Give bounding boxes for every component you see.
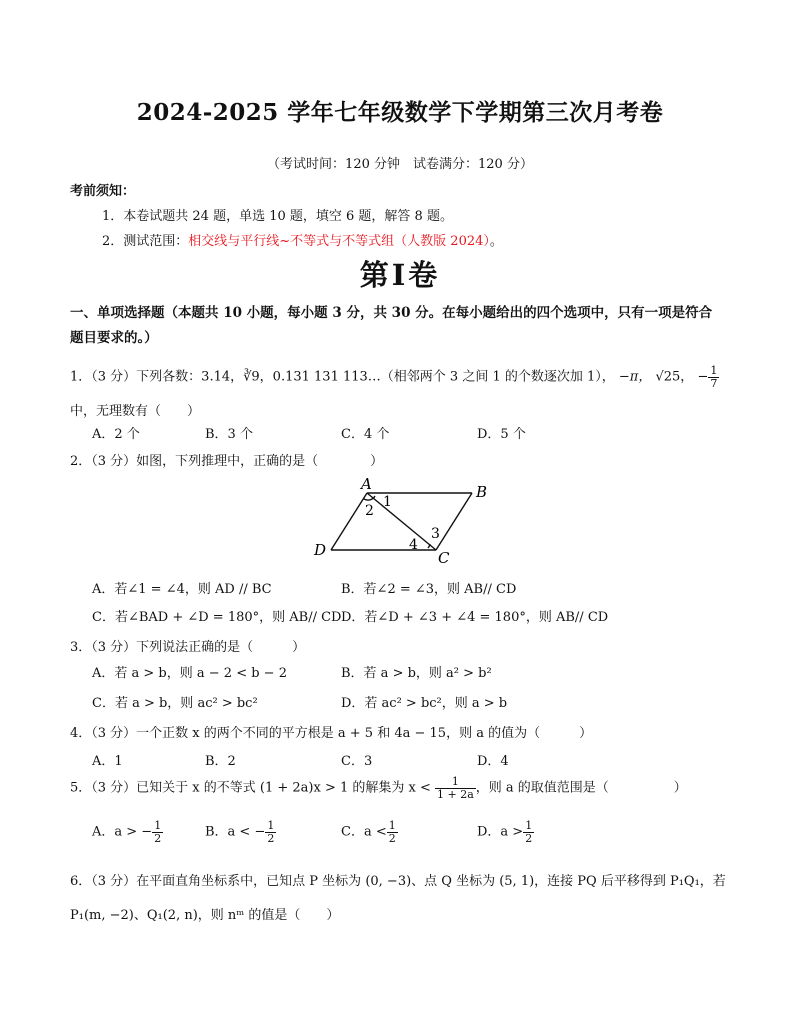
q1-line1 [70, 365, 719, 389]
q2-option-c[interactable]: C．若∠BAD + ∠D = 180°，则 AB// CD [92, 610, 342, 625]
q1-text: 1．（3 分）下列各数：3.14，∛9，0.131 131 113…（相邻两个 3 之间 1 的个数逐次加 1）， [70, 369, 615, 385]
q1-fraction: $\frac{1}{7}$ [710, 364, 718, 390]
q1-option-b[interactable]: B．3 个 [205, 427, 253, 442]
q5-stem [70, 776, 687, 800]
exam-title: 2024-2025 学年七年级数学下学期第三次月考卷 [136, 99, 664, 126]
q1-option-c[interactable]: C．4 个 [341, 427, 390, 442]
q5-solution-fraction: $\frac{1}{1 + 2a}$ [437, 775, 474, 801]
q5-option-a-text: A．a > − [92, 824, 153, 840]
q2-parallelogram-figure [305, 474, 505, 566]
q1-neg: − [697, 369, 709, 385]
q5-option-d-fraction: $\frac{1}{2}$ [525, 819, 533, 845]
q1-option-a[interactable]: A．2 个 [92, 427, 140, 442]
q5-option-b[interactable] [205, 820, 276, 844]
note-2-suffix: 。 [489, 234, 503, 249]
q5-option-a-fraction: $\frac{1}{2}$ [154, 819, 162, 845]
q5-option-c-fraction: $\frac{1}{2}$ [388, 819, 396, 845]
q5-option-d[interactable] [477, 820, 534, 844]
q1-option-d[interactable]: D．5 个 [477, 427, 526, 442]
q2-stem: 2．（3 分）如图，下列推理中，正确的是（ ） [70, 454, 384, 469]
section-title: 第Ⅰ卷 [359, 258, 441, 292]
q4-option-b[interactable]: B．2 [205, 754, 236, 769]
label-d: D [314, 541, 327, 559]
label-angle-4: 4 [409, 537, 418, 553]
q2-option-b[interactable]: B．若∠2 = ∠3，则 AB// CD [341, 582, 517, 597]
label-angle-2: 2 [365, 503, 374, 519]
label-angle-1: 1 [383, 494, 392, 510]
note-1: 1．本卷试题共 24 题，单选 10 题，填空 6 题，解答 8 题。 [102, 209, 453, 224]
q6-line1: 6．（3 分）在平面直角坐标系中，已知点 P 坐标为 (0, −3)、点 Q 坐标为 (5, 1)，连接 PQ 后平移得到 P₁Q₁，若 [70, 874, 726, 889]
note-2-prefix: 2．测试范围： [102, 234, 189, 249]
note-2 [102, 230, 503, 249]
q4-option-c[interactable]: C．3 [341, 754, 373, 769]
q2-option-a[interactable]: A．若∠1 = ∠4，则 AD // BC [92, 582, 272, 597]
q5-option-a[interactable] [92, 820, 163, 844]
section1-line2: 题目要求的。） [70, 330, 158, 346]
q5-stem-a: 5．（3 分）已知关于 x 的不等式 (1 + 2a)x > 1 的解集为 x < [70, 780, 431, 796]
q5-option-b-fraction: $\frac{1}{2}$ [267, 819, 275, 845]
q3-option-c[interactable]: C．若 a > b，则 ac² > bc² [92, 696, 258, 711]
segment-bc [436, 493, 472, 550]
q2-option-d[interactable]: D．若∠D + ∠3 + ∠4 = 180°，则 AB// CD [341, 610, 609, 625]
diagonal-ac [367, 493, 436, 550]
q1-neg-pi: −π， [618, 369, 652, 385]
q3-option-b[interactable]: B．若 a > b，则 a² > b² [341, 666, 492, 681]
q4-stem: 4．（3 分）一个正数 x 的两个不同的平方根是 a + 5 和 4a − 15，则 a 的值为（ ） [70, 726, 593, 741]
angle-arc-a [364, 496, 375, 500]
label-b: B [476, 483, 488, 501]
label-a: A [361, 475, 372, 493]
q3-stem: 3．（3 分）下列说法正确的是（ ） [70, 640, 306, 655]
q3-option-a[interactable]: A．若 a > b，则 a − 2 < b − 2 [92, 666, 287, 681]
q5-option-d-text: D．a > [477, 824, 524, 840]
q5-stem-b: ，则 a 的取值范围是（ ） [475, 780, 687, 796]
label-c: C [438, 549, 450, 566]
section1-line1: 一、单项选择题（本题共 10 小题，每小题 3 分，共 30 分。在每小题给出的四个选项中，只有一项是符合 [70, 305, 713, 321]
q5-option-b-text: B．a < − [205, 824, 266, 840]
q1-sqrt25: √25， [655, 369, 694, 385]
notes-heading: 考前须知： [70, 184, 136, 199]
label-angle-3: 3 [431, 526, 440, 542]
q3-option-d[interactable]: D．若 ac² > bc²，则 a > b [341, 696, 508, 711]
q1-line2: 中，无理数有（ ） [70, 404, 201, 419]
q5-option-c-text: C．a < [341, 824, 387, 840]
q5-option-c[interactable] [341, 820, 398, 844]
q4-option-a[interactable]: A．1 [92, 754, 123, 769]
note-2-scope: 相交线与平行线~不等式与不等式组（人教版 2024） [188, 234, 490, 249]
segment-da [331, 493, 367, 550]
q4-option-d[interactable]: D．4 [477, 754, 509, 769]
q6-line2: P₁(m, −2)、Q₁(2, n)，则 nᵐ 的值是（ ） [70, 908, 340, 923]
exam-subtitle: （考试时间：120 分钟 试卷满分：120 分） [267, 157, 533, 172]
